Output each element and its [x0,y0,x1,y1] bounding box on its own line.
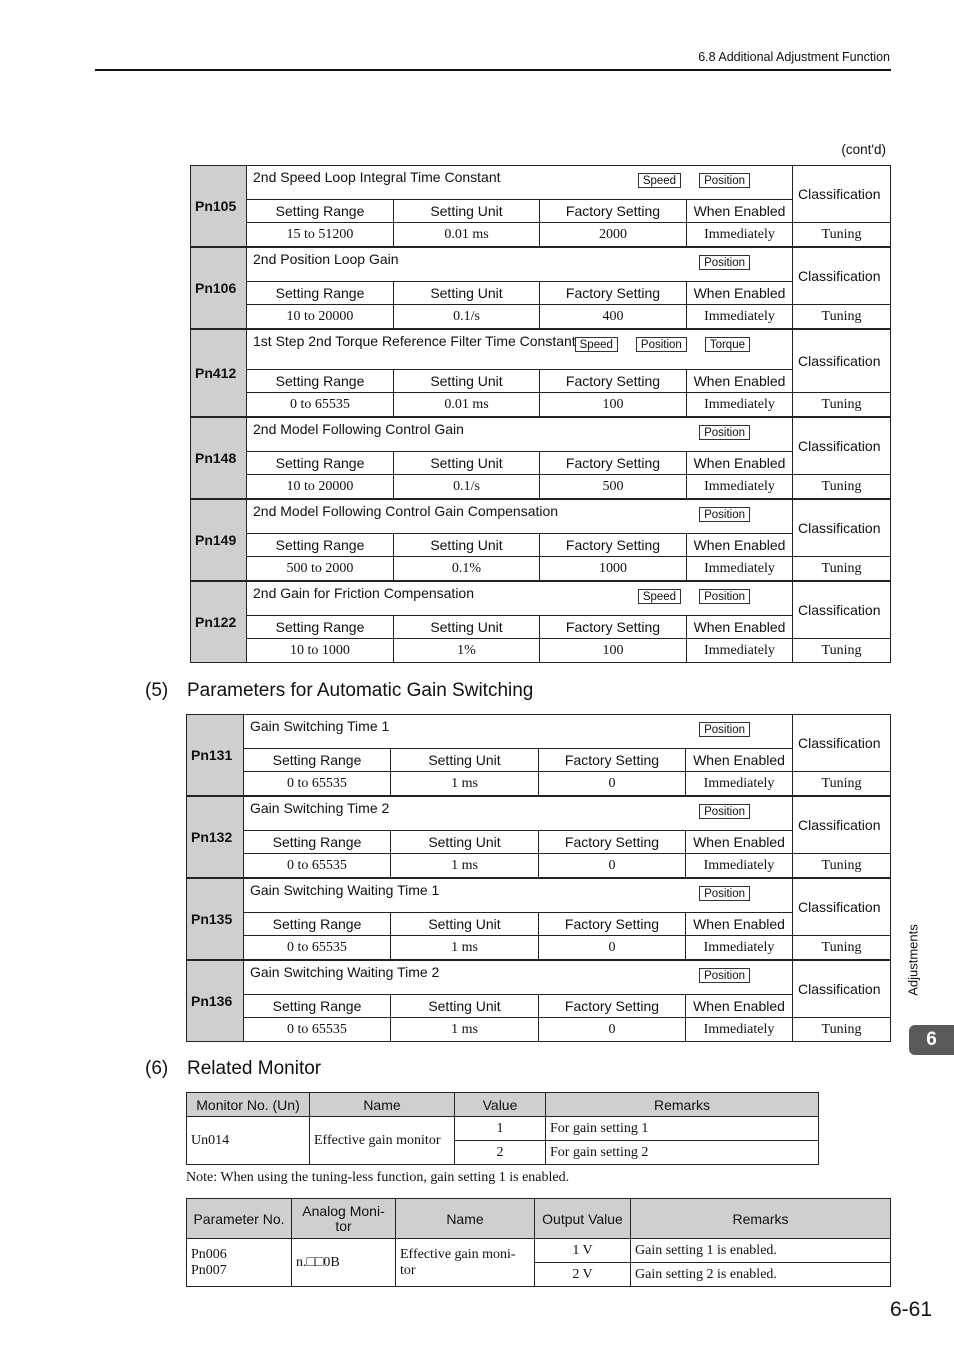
control-mode-badge: Position [699,425,750,440]
parameter-title-row [187,961,891,995]
classification-label: Classification [793,166,891,223]
setting-unit-value: 1 ms [391,854,539,878]
control-mode-badge: Position [699,589,750,604]
parameter-name: 2nd Gain for Friction Compensation [253,585,474,601]
control-mode-badges [699,968,750,983]
classification-label: Classification [793,418,891,475]
parameter-table-pn136 [186,960,891,1042]
control-mode-badges [699,804,750,819]
factory-setting-header: Factory Setting [539,749,686,772]
parameter-number: Pn106 [191,248,247,329]
classification-value: Tuning [793,772,891,796]
monitor-name-cell: Effective gain monitor [310,1117,455,1165]
when-enabled-value: Immediately [687,305,793,329]
when-enabled-value: Immediately [687,639,793,663]
parameter-value-row [187,772,891,796]
factory-setting-value: 100 [540,393,687,417]
parameter-header-row [187,749,891,772]
page-number: 6-61 [889,1298,932,1321]
when-enabled-value: Immediately [686,936,793,960]
header-rule [95,69,891,71]
classification-value: Tuning [793,475,891,499]
factory-setting-value: 0 [539,772,686,796]
running-head: 6.8 Additional Adjustment Function [698,50,890,64]
classification-label: Classification [793,248,891,305]
analog-table-row [187,1239,891,1263]
analog-name-cell: Effective gain moni- tor [396,1239,535,1287]
factory-setting-value: 100 [540,639,687,663]
setting-range-value: 10 to 20000 [247,475,394,499]
setting-unit-header: Setting Unit [391,831,539,854]
analog-output-cell: 2 V [535,1263,631,1287]
factory-setting-value: 0 [539,1018,686,1042]
classification-value: Tuning [793,936,891,960]
classification-label: Classification [793,715,891,772]
section-5-title: Parameters for Automatic Gain Switching [187,680,534,701]
setting-unit-header: Setting Unit [394,452,540,475]
classification-value: Tuning [793,854,891,878]
parameter-header-row [191,452,891,475]
classification-label: Classification [793,582,891,639]
setting-unit-header: Setting Unit [394,616,540,639]
parameter-table-pn132 [186,796,891,878]
monitor-no-cell: Un014 [187,1117,310,1165]
parameter-title-cell [247,418,793,452]
factory-setting-header: Factory Setting [540,370,687,393]
parameter-title-cell [247,582,793,616]
setting-range-value: 0 to 65535 [244,936,391,960]
parameter-title-row [191,330,891,370]
analog-monitor-cell: n.□□0B [292,1239,396,1287]
parameter-value-row [187,1018,891,1042]
control-mode-badge: Torque [705,337,750,352]
when-enabled-header: When Enabled [686,749,793,772]
parameter-title-row [191,500,891,534]
parameter-value-row [191,305,891,329]
analog-monitor-table [186,1198,891,1287]
setting-range-value: 10 to 1000 [247,639,394,663]
classification-value: Tuning [793,305,891,329]
classification-value: Tuning [793,639,891,663]
factory-setting-header: Factory Setting [540,200,687,223]
factory-setting-value: 1000 [540,557,687,581]
setting-range-header: Setting Range [247,370,394,393]
control-mode-badge: Position [699,804,750,819]
parameter-title-cell [244,879,793,913]
side-section-label-text: Adjustments [905,924,921,996]
setting-range-header: Setting Range [244,913,391,936]
factory-setting-header: Factory Setting [539,995,686,1018]
parameter-title-cell [244,797,793,831]
setting-unit-value: 1 ms [391,1018,539,1042]
when-enabled-value: Immediately [687,393,793,417]
section-5-number: (5) [145,680,169,701]
parameter-number: Pn136 [187,961,244,1042]
monitor-value-cell: 2 [455,1141,546,1165]
section-6-number: (6) [145,1058,169,1079]
parameter-value-row [187,854,891,878]
parameter-number: Pn412 [191,330,247,417]
classification-label: Classification [793,330,891,393]
setting-range-value: 15 to 51200 [247,223,394,247]
monitor-header-value: Value [455,1093,546,1117]
setting-range-value: 0 to 65535 [244,772,391,796]
control-mode-badge: Position [699,173,750,188]
classification-value: Tuning [793,1018,891,1042]
factory-setting-header: Factory Setting [539,831,686,854]
parameter-title-cell [244,961,793,995]
when-enabled-header: When Enabled [686,913,793,936]
control-mode-badge: Position [699,968,750,983]
parameter-value-row [191,393,891,417]
setting-range-header: Setting Range [244,749,391,772]
section-5-heading [145,680,533,702]
monitor-table-header-row [187,1093,819,1117]
parameter-title-row [191,248,891,282]
control-mode-badges [699,507,750,522]
setting-unit-header: Setting Unit [391,995,539,1018]
parameter-name: 1st Step 2nd Torque Reference Filter Time Constant [253,333,576,349]
parameter-header-row [191,370,891,393]
parameter-name: Gain Switching Time 2 [250,800,390,816]
classification-label: Classification [793,797,891,854]
setting-range-header: Setting Range [247,616,394,639]
when-enabled-header: When Enabled [686,995,793,1018]
setting-unit-value: 0.01 ms [394,393,540,417]
parameter-title-row [191,418,891,452]
when-enabled-header: When Enabled [687,452,793,475]
control-mode-badges [638,173,750,188]
setting-unit-header: Setting Unit [394,200,540,223]
parameter-number: Pn148 [191,418,247,499]
analog-header-analog-monitor: Analog Moni- tor [292,1199,396,1239]
setting-unit-value: 1 ms [391,936,539,960]
setting-range-header: Setting Range [244,995,391,1018]
parameter-value-row [191,639,891,663]
setting-range-value: 10 to 20000 [247,305,394,329]
factory-setting-value: 400 [540,305,687,329]
parameter-title-cell [247,500,793,534]
when-enabled-value: Immediately [686,772,793,796]
setting-range-value: 0 to 65535 [244,1018,391,1042]
parameter-header-row [187,913,891,936]
setting-range-header: Setting Range [247,452,394,475]
when-enabled-value: Immediately [687,557,793,581]
classification-value: Tuning [793,223,891,247]
setting-unit-header: Setting Unit [394,370,540,393]
parameter-name: Gain Switching Waiting Time 2 [250,964,440,980]
parameter-title-row [191,166,891,200]
control-mode-badges [699,886,750,901]
factory-setting-header: Factory Setting [540,534,687,557]
analog-table-header-row [187,1199,891,1239]
parameter-table-pn106 [190,247,891,329]
setting-range-header: Setting Range [247,534,394,557]
classification-label: Classification [793,879,891,936]
monitor-remark-cell: For gain setting 1 [546,1117,819,1141]
side-section-label [896,920,930,1000]
analog-remark-cell: Gain setting 2 is enabled. [631,1263,891,1287]
control-mode-badges [575,337,750,352]
factory-setting-header: Factory Setting [540,616,687,639]
parameter-table-pn135 [186,878,891,960]
parameter-number: Pn135 [187,879,244,960]
analog-output-cell: 1 V [535,1239,631,1263]
parameter-value-row [191,223,891,247]
factory-setting-value: 2000 [540,223,687,247]
parameter-title-cell [247,330,793,370]
analog-remark-cell: Gain setting 1 is enabled. [631,1239,891,1263]
control-mode-badge: Position [699,886,750,901]
parameter-name: 2nd Model Following Control Gain Compensation [253,503,559,519]
setting-unit-value: 0.01 ms [394,223,540,247]
parameter-name: Gain Switching Waiting Time 1 [250,882,440,898]
parameter-header-row [191,616,891,639]
when-enabled-header: When Enabled [687,534,793,557]
parameter-title-cell [247,166,793,200]
setting-unit-header: Setting Unit [391,913,539,936]
control-mode-badge: Position [699,255,750,270]
parameter-number: Pn131 [187,715,244,796]
parameter-table-pn148 [190,417,891,499]
setting-unit-value: 1 ms [391,772,539,796]
setting-unit-value: 0.1/s [394,475,540,499]
parameter-table-pn412 [190,329,891,417]
factory-setting-value: 0 [539,854,686,878]
parameter-title-row [187,797,891,831]
setting-unit-value: 0.1/s [394,305,540,329]
setting-unit-header: Setting Unit [394,282,540,305]
chapter-tab: 6 [909,1025,954,1055]
control-mode-badge: Position [699,507,750,522]
parameter-value-row [191,557,891,581]
when-enabled-value: Immediately [686,1018,793,1042]
parameter-table-pn149 [190,499,891,581]
parameter-name: 2nd Position Loop Gain [253,251,399,267]
when-enabled-header: When Enabled [687,200,793,223]
monitor-remark-cell: For gain setting 2 [546,1141,819,1165]
parameter-name: 2nd Model Following Control Gain [253,421,464,437]
classification-label: Classification [793,961,891,1018]
setting-unit-value: 0.1% [394,557,540,581]
setting-range-value: 0 to 65535 [244,854,391,878]
parameter-title-row [191,582,891,616]
parameter-table-pn105 [190,165,891,247]
parameter-number: Pn149 [191,500,247,581]
parameter-name: Gain Switching Time 1 [250,718,390,734]
control-mode-badges [699,255,750,270]
parameter-number: Pn122 [191,582,247,663]
monitor-header-monitor-no: Monitor No. (Un) [187,1093,310,1117]
control-mode-badges [638,589,750,604]
classification-label: Classification [793,500,891,557]
setting-range-value: 500 to 2000 [247,557,394,581]
parameter-title-cell [244,715,793,749]
parameter-header-row [191,200,891,223]
parameter-table-pn122 [190,581,891,663]
setting-range-header: Setting Range [244,831,391,854]
setting-range-header: Setting Range [247,200,394,223]
parameter-number: Pn132 [187,797,244,878]
factory-setting-header: Factory Setting [539,913,686,936]
setting-range-value: 0 to 65535 [247,393,394,417]
control-mode-badge: Speed [575,337,618,352]
parameter-name: 2nd Speed Loop Integral Time Constant [253,169,501,185]
setting-unit-header: Setting Unit [394,534,540,557]
analog-parameter-no-cell: Pn006 Pn007 [187,1239,292,1287]
control-mode-badge: Speed [638,173,681,188]
control-mode-badge: Speed [638,589,681,604]
control-mode-badge: Position [636,337,687,352]
parameter-title-row [187,715,891,749]
control-mode-badge: Position [699,722,750,737]
parameter-value-row [191,475,891,499]
classification-value: Tuning [793,557,891,581]
when-enabled-value: Immediately [687,475,793,499]
setting-range-header: Setting Range [247,282,394,305]
analog-header-name: Name [396,1199,535,1239]
factory-setting-value: 0 [539,936,686,960]
classification-value: Tuning [793,393,891,417]
contd-label: (cont'd) [841,142,886,157]
parameter-header-row [191,282,891,305]
parameter-value-row [187,936,891,960]
when-enabled-header: When Enabled [687,370,793,393]
analog-header-parameter-no: Parameter No. [187,1199,292,1239]
note-text: Note: When using the tuning-less function, gain setting 1 is enabled. [186,1170,570,1185]
when-enabled-value: Immediately [687,223,793,247]
parameter-title-cell [247,248,793,282]
parameter-header-row [187,831,891,854]
monitor-table [186,1092,819,1165]
control-mode-badges [699,722,750,737]
when-enabled-header: When Enabled [686,831,793,854]
setting-unit-value: 1% [394,639,540,663]
analog-header-output-value: Output Value [535,1199,631,1239]
parameter-title-row [187,879,891,913]
control-mode-badges [699,425,750,440]
section-6-heading [145,1058,321,1080]
factory-setting-value: 500 [540,475,687,499]
parameter-header-row [191,534,891,557]
parameter-header-row [187,995,891,1018]
section-6-title: Related Monitor [187,1058,322,1079]
factory-setting-header: Factory Setting [540,452,687,475]
monitor-table-row [187,1117,819,1141]
parameter-table-pn131 [186,714,891,796]
monitor-header-name: Name [310,1093,455,1117]
monitor-value-cell: 1 [455,1117,546,1141]
setting-unit-header: Setting Unit [391,749,539,772]
analog-header-remarks: Remarks [631,1199,891,1239]
when-enabled-header: When Enabled [687,282,793,305]
monitor-header-remarks: Remarks [546,1093,819,1117]
factory-setting-header: Factory Setting [540,282,687,305]
when-enabled-value: Immediately [686,854,793,878]
when-enabled-header: When Enabled [687,616,793,639]
parameter-number: Pn105 [191,166,247,247]
